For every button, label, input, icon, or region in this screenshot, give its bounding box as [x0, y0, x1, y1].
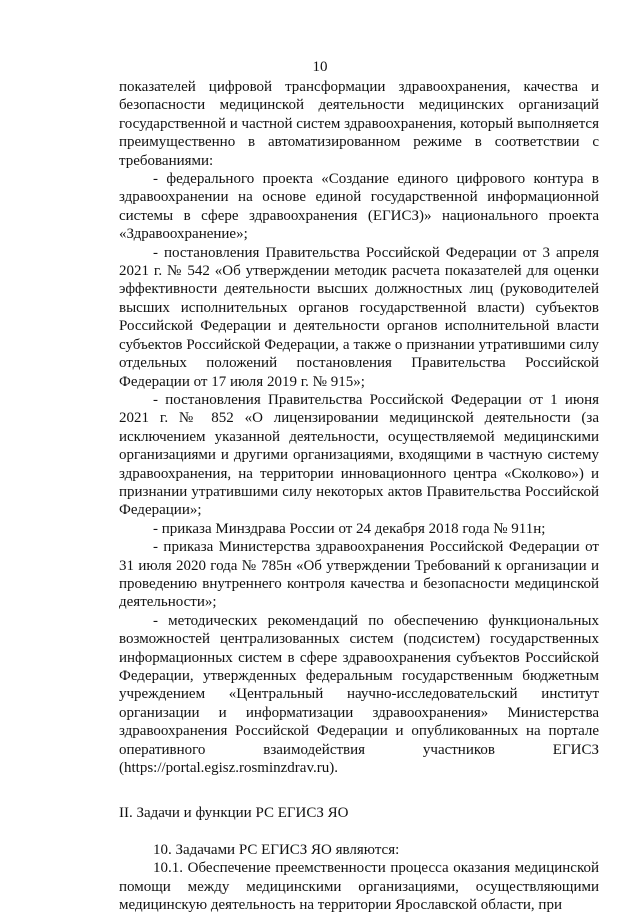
paragraph-tasks-intro: 10. Задачами РС ЕГИСЗ ЯО являются:: [153, 841, 400, 858]
list-item-order-911n: - приказа Минздрава России от 24 декабря 2018 года № 911н;: [153, 520, 546, 537]
section-heading: II. Задачи и функции РС ЕГИСЗ ЯО: [119, 805, 349, 822]
list-item-resolution-542: - постановления Правительства Российской Федерации от 3 апреля 2021 г. № 542 «Об утверждении методик расчета показателей для оценки эффективности деятельности высших должностных лиц (руководителей высших исполнительных органов государственной власти) субъектов Российской Федерации и деятельности органов исполнительной власти субъектов Российской Федерации, а также о признании утратившими силу отдельных положений постановления Правительства Российской Федерации от 17 июля 2019 г. № 915»;: [119, 244, 599, 390]
list-item-resolution-852: - постановления Правительства Российской Федерации от 1 июня 2021 г. № 852 «О лицензировании медицинской деятельности (за исключением указанной деятельности, осуществляемой медицинскими организациями и другими организациями, входящими в частную систему здравоохранения, на территории инновационного центра «Сколково») и признании утратившими силу некоторых актов Правительства Российской Федерации»;: [119, 391, 599, 519]
page-number: 10: [312, 59, 328, 75]
list-item-order-785n: - приказа Министерства здравоохранения Российской Федерации от 31 июля 2020 года № 785н «Об утверждении Требований к организации и проведению внутреннего контроля качества и безопасности медицинской деятельности»;: [119, 539, 599, 611]
list-item-methodical-recommendations: - методических рекомендаций по обеспечению функциональных возможностей централизованных систем (подсистем) государственных информационных систем в сфере здравоохранения субъектов Российской Федерации, утвержденных федеральным государственным бюджетным учреждением «Центральный научно-исследовательский институт организации и информатизации здравоохранения» Министерства здравоохранения Российской Федерации и опубликованных на портале оперативного взаимодействия участников ЕГИСЗ (https://portal.egisz.rosminzdrav.ru).: [119, 612, 599, 777]
paragraph-continuation: показателей цифровой трансформации здравоохранения, качества и безопасности медицинской деятельности медицинских организаций государственной и частной систем здравоохранения, который выполняется преимущественно в автоматизированном режиме в соответствии с требованиями:: [119, 79, 599, 169]
paragraph-task-10-1: 10.1. Обеспечение преемственности процесса оказания медицинской помощи между медицинскими организациями, осуществляющими медицинскую деятельность на территории Ярославской области, при: [119, 860, 599, 914]
list-item-federal-project: - федерального проекта «Создание единого цифрового контура в здравоохранении на основе единой государственной информационной системы в сфере здравоохранения (ЕГИСЗ)» национального проекта «Здравоохранение»;: [119, 171, 599, 243]
document-body: [119, 78, 599, 914]
